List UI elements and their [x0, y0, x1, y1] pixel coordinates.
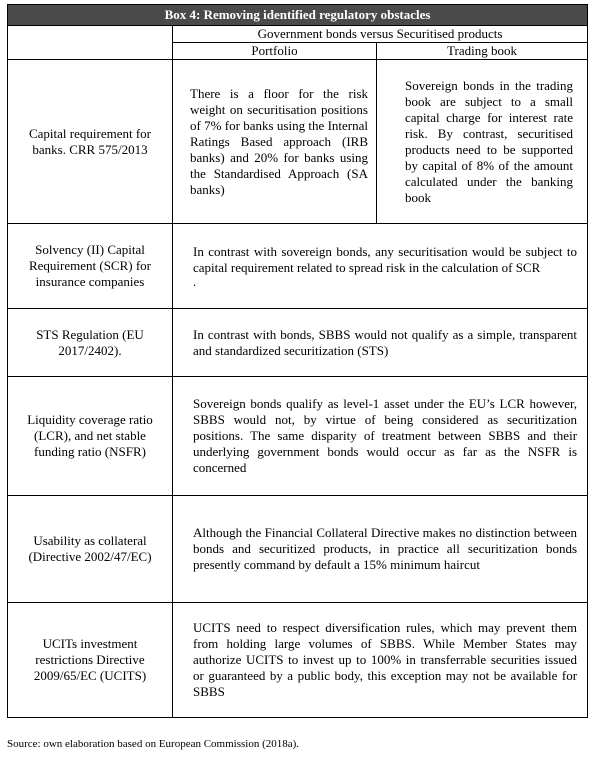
table-row-collateral [8, 496, 588, 603]
row-text: In contrast with bonds, SBBS would not qualify as a simple, transparent and standardized securitization (STS) [173, 309, 588, 377]
row-text: Although the Financial Collateral Directive makes no distinction between bonds and securitized products, in practice all securitization bonds presently command by default a 15% minimum haircut [173, 496, 588, 603]
row-label: STS Regulation (EU 2017/2402). [8, 309, 173, 377]
row-label: UCITs investment restrictions Directive 2009/65/EC (UCITS) [8, 603, 173, 718]
row-text: UCITS need to respect diversification rules, which may prevent them from holding large volumes of SBBS. While Member States may authorize UCITS to invest up to 100% in transferrable securities issued or guaranteed by a public body, this exception may not be available for SBBS [173, 603, 588, 718]
trading-book-cell: Sovereign bonds in the trading book are subject to a small capital charge for interest rate risk. By contrast, securitised products need to be supported by capital of 8% of the amount calculated under the banking book [377, 60, 588, 224]
table-row-ucits [8, 603, 588, 718]
row-text-body: In contrast with sovereign bonds, any securitisation would be subject to capital requirement related to spread risk in the calculation of SCR [193, 244, 578, 275]
row-label: Usability as collateral (Directive 2002/47/EC) [8, 496, 173, 603]
row-label: Solvency (II) Capital Requirement (SCR) for insurance companies [8, 224, 173, 309]
row-text-trail: . [193, 274, 197, 289]
row-text [173, 224, 588, 309]
table-row-capital-requirement [8, 60, 588, 224]
header-trading-book: Trading book [377, 43, 588, 60]
row-text: Sovereign bonds qualify as level-1 asset under the EU’s LCR however, SBBS would not, by virtue of being considered as securitization positions. The same disparity of treatment between SBBS and their underlying government bonds would occur as far as the NSFR is concerned [173, 377, 588, 496]
row-label: Capital requirement for banks. CRR 575/2013 [8, 60, 173, 224]
source-note: Source: own elaboration based on European Commission (2018a). [7, 738, 300, 750]
regulatory-table [7, 4, 588, 718]
header-group: Government bonds versus Securitised products [173, 26, 588, 43]
title-row [8, 5, 588, 26]
header-portfolio: Portfolio [173, 43, 377, 60]
box-title: Box 4: Removing identified regulatory obstacles [8, 5, 588, 26]
header-group-row [8, 26, 588, 43]
table-row-sts [8, 309, 588, 377]
table-row-liquidity [8, 377, 588, 496]
header-empty-cell [8, 26, 173, 60]
regulatory-obstacles-box [7, 4, 587, 718]
table-row-solvency [8, 224, 588, 309]
row-label: Liquidity coverage ratio (LCR), and net stable funding ratio (NSFR) [8, 377, 173, 496]
portfolio-cell: There is a floor for the risk weight on securitisation positions of 7% for banks using the Internal Ratings Based approach (IRB banks) and 20% for banks using the Standardised Approach (SA banks) [173, 60, 377, 224]
